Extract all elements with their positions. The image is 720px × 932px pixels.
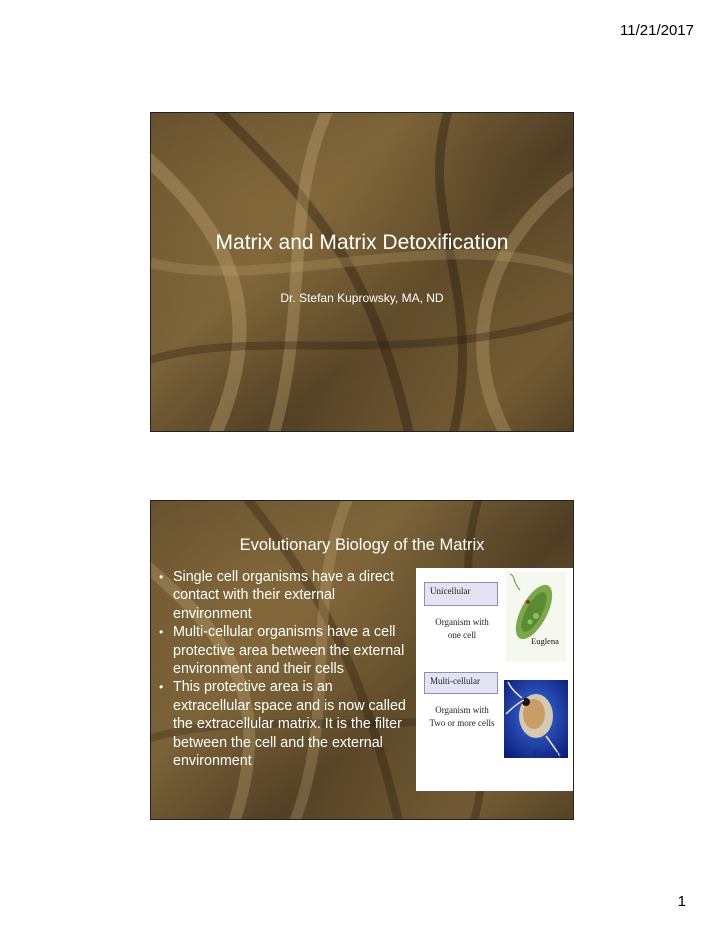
multicellular-box: Multi-cellular (424, 672, 498, 694)
bullet-dot-icon: • (159, 625, 164, 640)
multicellular-description: Organism with Two or more cells (429, 705, 495, 728)
bullet-item: • This protective area is an extracellular space and is now called the extracellular matrix. It is the filter between the cell and the external environment (159, 679, 406, 770)
unicellular-box: Unicellular (424, 582, 498, 606)
bullet-item: • Single cell organisms have a direct contact with their external environment (159, 569, 394, 622)
slide-2-bullet-list (157, 568, 407, 770)
euglena-image (506, 572, 566, 662)
organism-figure (416, 568, 573, 791)
bullet-item: • Multi-cellular organisms have a cell protective area between the external environment and their cells (159, 624, 405, 678)
slide-2 (150, 500, 574, 820)
slide-1-subtitle: Dr. Stefan Kuprowsky, MA, ND (280, 291, 444, 305)
slide-2-title: Evolutionary Biology of the Matrix (239, 536, 485, 554)
print-date: 11/21/2017 (620, 22, 694, 39)
daphnia-label: Daphnia (534, 748, 563, 758)
slide-background-texture (151, 113, 573, 431)
euglena-label: Euglena (531, 636, 559, 646)
slide-1 (150, 112, 574, 432)
bullet-dot-icon: • (159, 680, 164, 695)
page-number: 1 (677, 893, 686, 910)
unicellular-description: Organism with one cell (435, 617, 489, 640)
bullet-dot-icon: • (159, 570, 164, 584)
slide-1-title: Matrix and Matrix Detoxification (215, 231, 509, 254)
daphnia-image (504, 680, 568, 758)
